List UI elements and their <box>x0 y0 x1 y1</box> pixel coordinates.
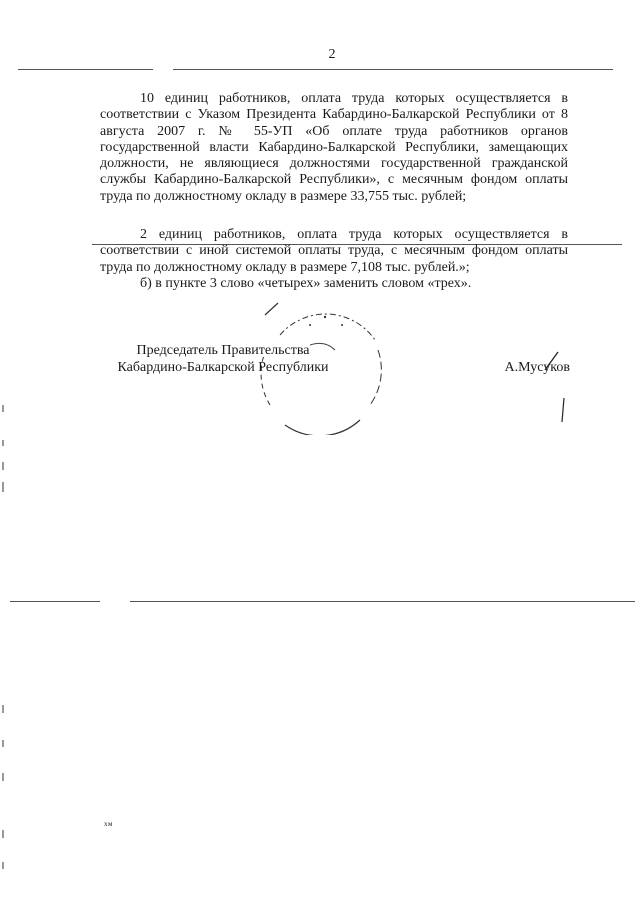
scan-line-lower <box>10 601 100 602</box>
footer-mark: хм <box>104 820 113 828</box>
paragraph-2: 2 единиц работников, оплата труда которых осуществляется в соответствии с иной системой оплаты труда, с месячным фондом оплаты труда по должностному окладу в размере 7,108 тыс. рублей.»; <box>100 227 568 275</box>
paragraph-1-block <box>100 91 568 205</box>
scan-line-top-right <box>173 69 613 70</box>
signatory-name: А.Мусуков <box>504 360 570 375</box>
paragraph-1: 10 единиц работников, оплата труда которых осуществляется в соответствии с Указом Президента Кабардино-Балкарской Республики от 8 августа 2007 г. № 55-УП «Об оплате труда работников органов государственной власти Кабардино-Балкарской Республики, замещающих должности, не являющиеся должностями государственной гражданской службы Кабардино-Балкарской Республики», с месячным фондом оплаты труда по должностному окладу в размере 33,755 тыс. рублей; <box>100 91 568 204</box>
binding-marks <box>0 0 12 905</box>
handwritten-signature <box>540 350 580 430</box>
signatory-title <box>108 343 338 376</box>
scan-line-lower-right <box>130 601 635 602</box>
signatory-title-line2: Кабардино-Балкарской Республики <box>117 359 329 375</box>
paragraph-3: б) в пункте 3 слово «четырех» заменить словом «трех». <box>140 276 472 291</box>
signature-block <box>108 343 568 383</box>
paragraph-3-block <box>100 276 568 292</box>
paragraph-2-block <box>100 227 568 276</box>
page-number: 2 <box>328 47 336 62</box>
scan-line-top <box>18 69 153 70</box>
signatory-title-line1: Председатель Правительства <box>136 343 310 358</box>
